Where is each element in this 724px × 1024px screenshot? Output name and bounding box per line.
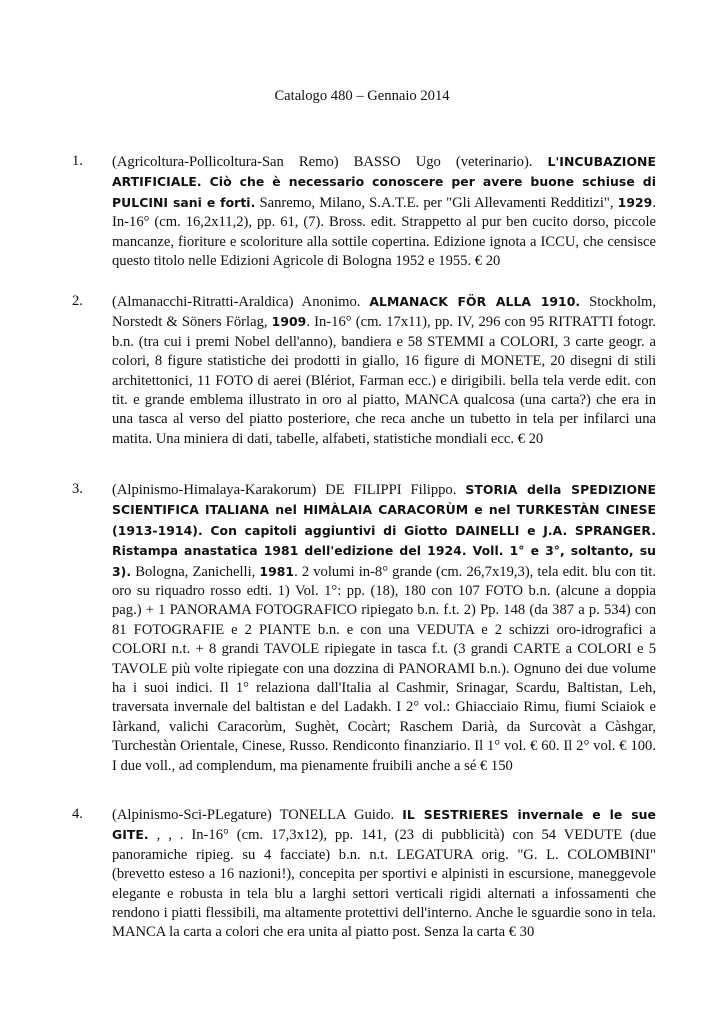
entry-title: ALMANACK FÖR ALLA 1910. [369,294,581,309]
page-title: Catalogo 480 – Gennaio 2014 [274,88,450,104]
entry-number: 1. [72,153,83,169]
entry-text-part: . 2 volumi in-8° grande (cm. 26,7x19,3), tela edit. blu con tit. oro su riquadro rosso edti. 1) Vol. 1°: pp. (18), 180 con 107 FOTO b.n. (alcune a doppia pag.) + 1 PANORAMA FOTOGRAFICO ripiegato b.n. f.t. 2) Pp. 148 (da 387 a p. 534) con 81 FOTOGRAFIE e 2 PIANTE b.n. e con una VEDUTA e 2 schizzi oro-idrografici a COLORI n.t. + 8 grandi TAVOLE ripiegate in tasca f.t. (3 grandi CARTE a COLORI e 5 TAVOLE più volte ripiegate con una dozzina di PANORAMI b.n.). Ognuno dei due volume ha i suoi indici. Il 1° relaziona dall'Italia al Cashmir, Srinagar, Scardu, Baltistan, Leh, traversata invernale del baltistan e del Ladakh. I 2° vol.: Ghiacciaio Rimu, fiumi Sciaiok e Iàrkand, valichi Caracorùm, Sughèt, Cocàrt; Raschem Darià, da Surcovàt a Càshgar, Turchestàn Orientale, Cinese, Russo. Rendiconto finanziario. Il 1° vol. € 60. Il 2° vol. € 100. I due voll., ad complendum, ma pienamente fruibili anche a sé € 150 [112,563,657,774]
entry-number: 3. [72,481,83,497]
entry-text [112,292,656,449]
entry-year: 1981 [259,563,295,579]
entry-text [112,480,656,776]
entry-text-part: (Alpinismo-Sci-PLegature) TONELLA Guido. [112,807,403,823]
entry-text-part: , , . In-16° (cm. 17,3x12), pp. 141, (23 di pubblicità) con 54 VEDUTE (due panoramiche ripieg. su 4 facciate) b.n. n.t. LEGATURA orig. "G. L. COLOMBINI" (brevetto esteso a 16 nazioni!), concepita per sportivi e alpinisti in escursione, maneggevole elegante e robusta in tela blu a larghi settori verticali rigidi alternati a infossamenti che rendono i piatti flessibili, ma altamente protettivi dell'interno. Anche le sguardie sono in tela. MANCA la carta a colori che era unita al piatto post. Senza la carta € 30 [112,827,656,941]
entry-number: 4. [72,806,83,822]
entry-text-part: (Agricoltura-Pollicoltura-San Remo) BASSO Ugo (veterinario). [112,154,548,170]
entry-text-part: (Almanacchi-Ritratti-Araldica) Anonimo. [112,294,370,310]
entry-text-part: Bologna, Zanichelli, [131,563,260,580]
entry-text-part: Stockholm, Norstedt & Söners Förlag, [112,294,656,331]
entry-title: IL SESTRIERES invernale e le sue GITE. [112,807,656,843]
entry-year: 1909 [271,314,307,330]
entry-text-part: (Alpinismo-Himalaya-Karakorum) DE FILIPPI Filippo. [112,482,466,498]
entry-text [112,152,656,271]
entry-year: 1929 [617,194,653,210]
entry-text-part: . In-16° (cm. 16,2x11,2), pp. 61, (7). Bross. edit. Strappetto al pur ben cucito dorso, piccole mancanze, fioriture e scoloriture alla sottile copertina. Edizione ignota a ICCU, che censisce questo titolo nelle Edizioni Agricole di Bologna 1952 e 1955. € 20 [112,194,657,270]
entry-title: L'INCUBAZIONE ARTIFICIALE. Ciò che è necessario conoscere per avere buone schiuse di PULCINI sani e forti. [112,154,656,210]
entry-text [112,805,656,943]
entry-text-part: . In-16° (cm. 17x11), pp. IV, 296 con 95 RITRATTI fotogr. b.n. (tra cui i premi Nobel dell'anno), bandiera e 58 STEMMI a COLORI, 3 carte geogr. a colori, 8 figure statistiche dei prodotti in giallo, 16 figure di MONETE, 20 disegni di stili architettonici, 11 FOTO di aerei (Blériot, Farman ecc.) e dirigibili. bella tela verde edit. con tit. e grande emblema illustrato in oro al piatto, MANCA qualcosa (una carta?) che era in una tasca al verso del piatto posteriore, che reca anche un tubetto in tela per infilarci una matita. Una miniera di dati, tabelle, alfabeti, statistiche mondiali ecc. € 20 [112,314,656,447]
entry-text-part: Sanremo, Milano, S.A.T.E. per "Gli Allevamenti Redditizi", [255,194,618,211]
entry-number: 2. [72,293,83,309]
entry-title: STORIA della SPEDIZIONE SCIENTIFICA ITALIANA nel HIMÀLAIA CARACORÙM e nel TURKESTÀN CINESE (1913-1914). Con capitoli aggiuntivi di Giotto DAINELLI e J.A. SPRANGER. Ristampa anastatica 1981 dell'edizione del 1924. Voll. 1° e 3°, soltanto, su 3). [112,482,656,579]
